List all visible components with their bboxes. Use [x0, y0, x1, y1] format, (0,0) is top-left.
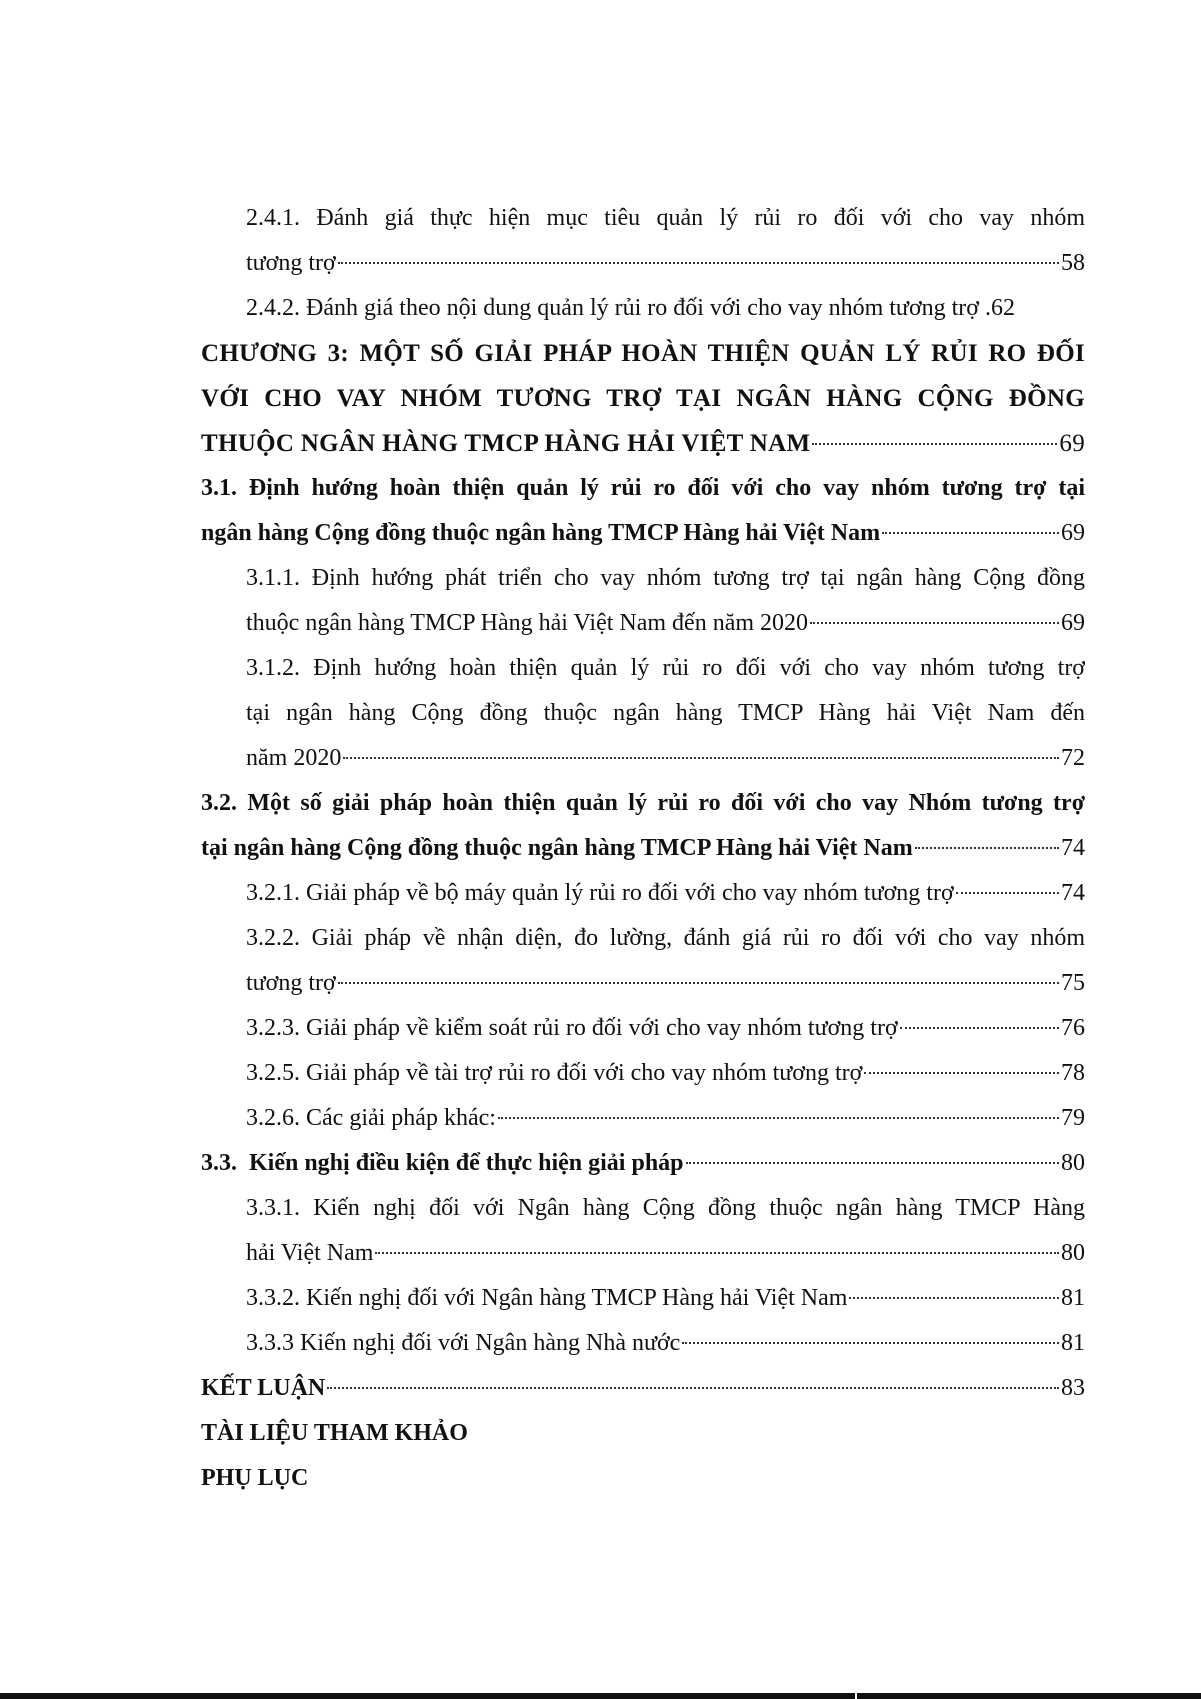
toc-entry-text: tương trợ: [246, 250, 336, 276]
dot-leader: [338, 982, 1059, 984]
dot-leader: [849, 1297, 1059, 1299]
page-number: 69: [1061, 520, 1085, 546]
toc-entry-text: tại ngân hàng Cộng đồng thuộc ngân hàng TMCP Hàng hải Việt Nam: [201, 835, 913, 861]
toc-section-3-2: [201, 781, 1085, 871]
dot-leader: [686, 1162, 1059, 1164]
toc-entry-3-1-1: [201, 556, 1085, 646]
page-number: 69: [1061, 610, 1085, 636]
toc-entry-text: VỚI CHO VAY NHÓM TƯƠNG TRỢ TẠI NGÂN HÀNG CỘNG ĐỒNG: [201, 385, 1085, 412]
toc-entry-3-2-6: [201, 1096, 1085, 1141]
toc-entry-3-2-2: [201, 916, 1085, 1006]
dot-leader: [810, 622, 1059, 624]
dot-leader: [338, 262, 1059, 264]
dot-leader: [327, 1387, 1059, 1389]
toc-entry-text: PHỤ LỤC: [201, 1465, 309, 1491]
toc-phu-luc: [201, 1456, 1085, 1501]
toc-section-3-3: [201, 1141, 1085, 1186]
page-number: 81: [1061, 1330, 1085, 1356]
toc-entry-text: KẾT LUẬN: [201, 1375, 326, 1401]
toc-entry-2-4-1: [201, 196, 1085, 286]
toc-entry-text: thuộc ngân hàng TMCP Hàng hải Việt Nam đến năm 2020: [246, 610, 809, 636]
dot-leader: [812, 443, 1057, 445]
toc-entry-3-2-1: [201, 871, 1085, 916]
toc-chapter-3: [201, 331, 1085, 466]
page-number: 76: [1061, 1015, 1085, 1041]
toc-entry-text: 3.1.1. Định hướng phát triển cho vay nhóm tương trợ tại ngân hàng Cộng đồng: [246, 565, 1085, 591]
dot-leader: [682, 1342, 1059, 1344]
toc-entry-text: tại ngân hàng Cộng đồng thuộc ngân hàng TMCP Hàng hải Việt Nam đến: [246, 700, 1085, 726]
page-number: 81: [1061, 1285, 1085, 1311]
dot-leader: [343, 757, 1059, 759]
toc-entry-text: 3.3.3 Kiến nghị đối với Ngân hàng Nhà nước: [246, 1330, 681, 1356]
page-number: 75: [1061, 970, 1085, 996]
toc-entry-text: 2.4.1. Đánh giá thực hiện mục tiêu quản lý rủi ro đối với cho vay nhóm: [246, 205, 1085, 231]
toc-entry-text: 3.2. Một số giải pháp hoàn thiện quản lý rủi ro đối với cho vay Nhóm tương trợ: [201, 790, 1085, 816]
toc-entry-text: CHƯƠNG 3: MỘT SỐ GIẢI PHÁP HOÀN THIỆN QUẢN LÝ RỦI RO ĐỐI: [201, 340, 1085, 367]
bottom-border-bar: [0, 1693, 1201, 1699]
dot-leader: [864, 1072, 1059, 1074]
page-number: 80: [1061, 1240, 1085, 1266]
toc-entry-3-2-3: [201, 1006, 1085, 1051]
toc-entry-3-3-2: [201, 1276, 1085, 1321]
page-number: 78: [1061, 1060, 1085, 1086]
toc-entry-text: tương trợ: [246, 970, 336, 996]
page-number: 83: [1061, 1375, 1085, 1401]
toc-entry-text: năm 2020: [246, 745, 342, 771]
page-number: 79: [1061, 1105, 1085, 1131]
toc-entry-text: 3.2.3. Giải pháp về kiểm soát rủi ro đối với cho vay nhóm tương trợ: [246, 1015, 898, 1041]
toc-entry-text: hải Việt Nam: [246, 1240, 374, 1266]
toc-entry-3-3-1: [201, 1186, 1085, 1276]
page-number: 69: [1059, 430, 1085, 457]
toc-entry-text: 3.1. Định hướng hoàn thiện quản lý rủi ro đối với cho vay nhóm tương trợ tại: [201, 475, 1085, 501]
page-number: 74: [1061, 880, 1085, 906]
dot-leader: [900, 1027, 1059, 1029]
toc-entry-text: THUỘC NGÂN HÀNG TMCP HÀNG HẢI VIỆT NAM: [201, 430, 811, 457]
toc-entry-text: 3.2.1. Giải pháp về bộ máy quản lý rủi ro đối với cho vay nhóm tương trợ: [246, 880, 954, 906]
toc-ket-luan: [201, 1366, 1085, 1411]
toc-entry-text: 3.2.2. Giải pháp về nhận diện, đo lường, đánh giá rủi ro đối với cho vay nhóm: [246, 925, 1085, 951]
dot-leader: [375, 1252, 1059, 1254]
page-number: 74: [1061, 835, 1085, 861]
bottom-border-tick: [855, 1693, 857, 1699]
toc-entry-text: 3.3. Kiến nghị điều kiện để thực hiện giải pháp: [201, 1150, 684, 1176]
toc-entry-3-1-2: [201, 646, 1085, 781]
toc-entry-3-3-3: [201, 1321, 1085, 1366]
table-of-contents: [201, 196, 1085, 1501]
dot-leader: [956, 892, 1059, 894]
toc-entry-text: 3.2.5. Giải pháp về tài trợ rủi ro đối với cho vay nhóm tương trợ: [246, 1060, 863, 1086]
page-number: 72: [1061, 745, 1085, 771]
page-number: .62: [984, 295, 1015, 321]
toc-entry-text: TÀI LIỆU THAM KHẢO: [201, 1420, 468, 1446]
toc-entry-text: 3.2.6. Các giải pháp khác:: [246, 1105, 496, 1131]
page-number: 58: [1061, 250, 1085, 276]
toc-entry-text: 3.3.1. Kiến nghị đối với Ngân hàng Cộng đồng thuộc ngân hàng TMCP Hàng: [246, 1195, 1085, 1221]
toc-entry-2-4-2: [201, 286, 1085, 331]
toc-section-3-1: [201, 466, 1085, 556]
toc-entry-text: 3.3.2. Kiến nghị đối với Ngân hàng TMCP Hàng hải Việt Nam: [246, 1285, 848, 1311]
dot-leader: [498, 1117, 1059, 1119]
toc-entry-text: 2.4.2. Đánh giá theo nội dung quản lý rủi ro đối với cho vay nhóm tương trợ: [246, 295, 979, 321]
toc-tai-lieu-tham-khao: [201, 1411, 1085, 1456]
dot-leader: [915, 847, 1059, 849]
toc-entry-3-2-5: [201, 1051, 1085, 1096]
toc-entry-text: 3.1.2. Định hướng hoàn thiện quản lý rủi ro đối với cho vay nhóm tương trợ: [246, 655, 1085, 681]
page-number: 80: [1061, 1150, 1085, 1176]
toc-entry-text: ngân hàng Cộng đồng thuộc ngân hàng TMCP Hàng hải Việt Nam: [201, 520, 881, 546]
dot-leader: [882, 532, 1059, 534]
